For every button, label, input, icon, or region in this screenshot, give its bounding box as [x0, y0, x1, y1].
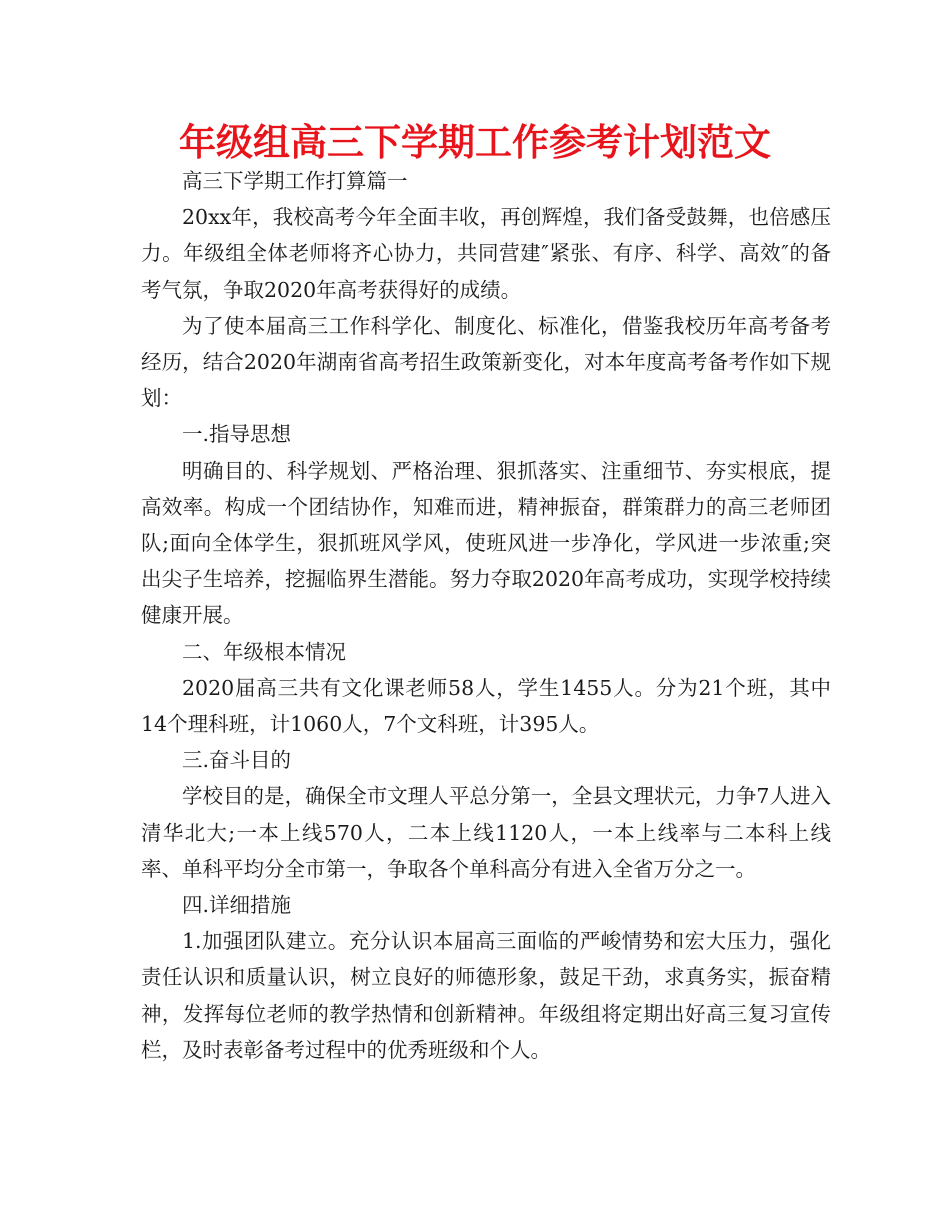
paragraph: 学校目的是，确保全市文理人平总分第一，全县文理状元，力争7人进入清华北大;一本上线570人，二本上线1120人，一本上线率与二本科上线率、单科平均分全市第一，争取各个单科高分有进入全省万分之一。	[141, 784, 831, 881]
section-heading: 一.指导思想	[182, 422, 292, 447]
section-heading: 二、年级根本情况	[182, 639, 346, 664]
section-heading: 三.奋斗目的	[182, 748, 292, 773]
paragraph: 2020届高三共有文化课老师58人，学生1455人。分为21个班，其中14个理科班，计1060人，7个文科班，计395人。	[141, 675, 831, 737]
document-title: 年级组高三下学期工作参考计划范文	[179, 121, 771, 164]
section-subtitle: 高三下学期工作打算篇一	[182, 169, 408, 193]
paragraph: 为了使本届高三工作科学化、制度化、标准化，借鉴我校历年高考备考经历，结合2020年湖南省高考招生政策新变化，对本年度高考备考作如下规划：	[141, 313, 831, 411]
paragraph: 明确目的、科学规划、严格治理、狠抓落实、注重细节、夯实根底，提高效率。构成一个团结协作，知难而进，精神振奋，群策群力的高三老师团队;面向全体学生，狠抓班风学风，使班风进一步净化，学风进一步浓重;突出尖子生培养，挖掘临界生潜能。努力夺取2020年高考成功，实现学校持续健康开展。	[141, 458, 831, 628]
paragraph: 1.加强团队建立。充分认识本届高三面临的严峻情势和宏大压力，强化责任认识和质量认识，树立良好的师德形象，鼓足干劲，求真务实，振奋精神，发挥每位老师的教学热情和创新精神。年级组将定期出好高三复习宣传栏，及时表彰备考过程中的优秀班级和个人。	[141, 929, 831, 1062]
section-heading: 四.详细措施	[182, 893, 292, 918]
paragraph: 20xx年，我校高考今年全面丰收，再创辉煌，我们备受鼓舞，也倍感压力。年级组全体老师将齐心协力，共同营建″紧张、有序、科学、高效″的备考气氛，争取2020年高考获得好的成绩。	[141, 205, 831, 302]
document-body	[141, 163, 831, 1068]
